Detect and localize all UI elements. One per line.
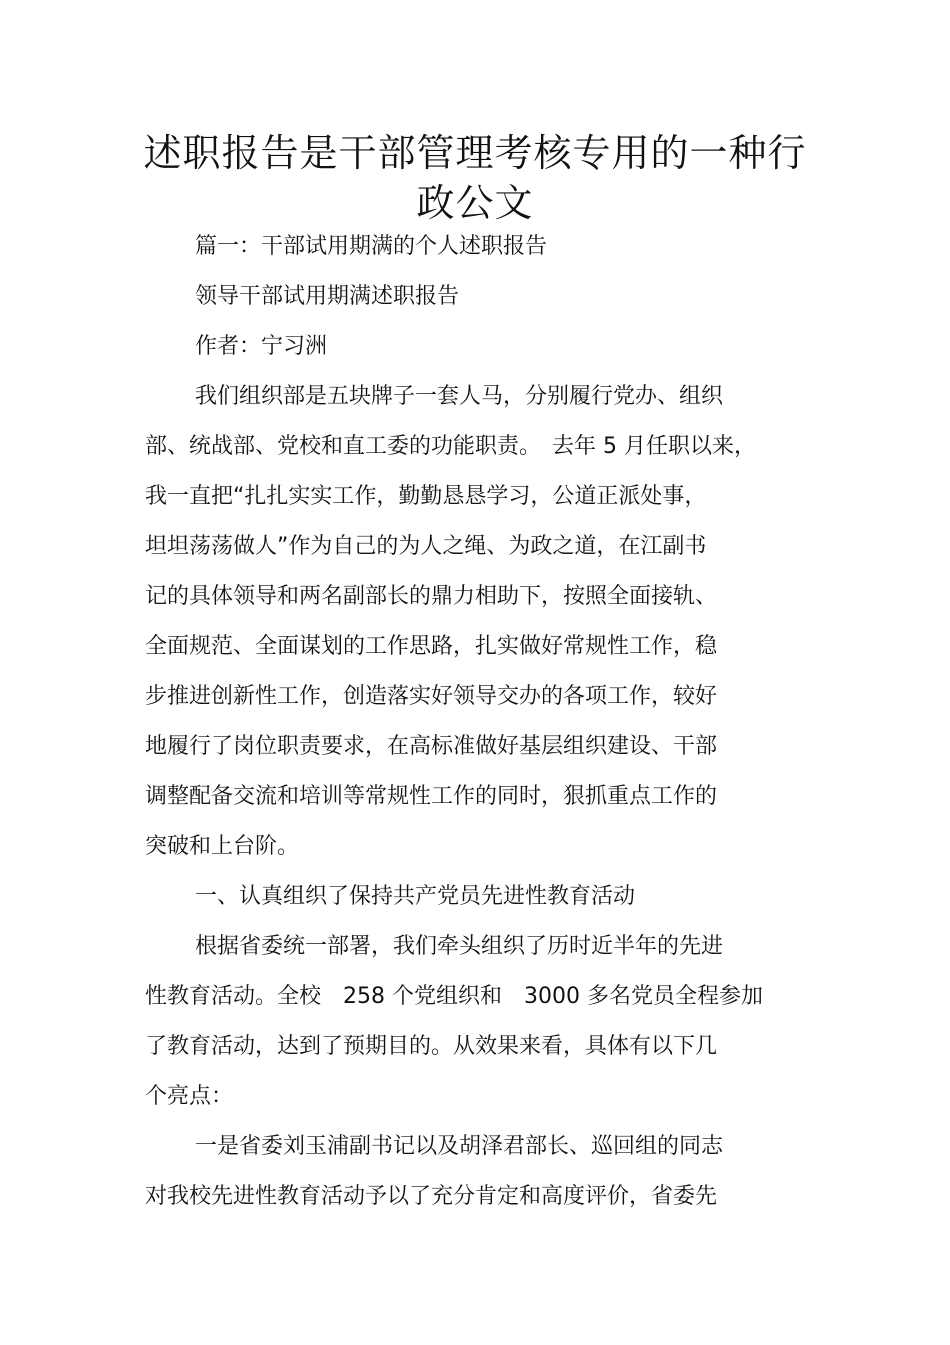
paragraph-1-line-6: 全面规范、全面谋划的工作思路，扎实做好常规性工作，稳 bbox=[145, 634, 718, 659]
paragraph-1-line-7: 步推进创新性工作，创造落实好领导交办的各项工作，较好 bbox=[145, 684, 718, 709]
paragraph-2-line-4: 个亮点： bbox=[145, 1084, 234, 1109]
paragraph-1-line-9: 调整配备交流和培训等常规性工作的同时，狠抓重点工作的 bbox=[145, 784, 718, 809]
author-line: 作者：宁习洲 bbox=[195, 334, 328, 359]
paragraph-1-line-3: 我一直把“扎扎实实工作，勤勤恳恳学习，公道正派处事， bbox=[145, 484, 707, 509]
paragraph-1-line-2: 部、统战部、党校和直工委的功能职责。 去年 5 月任职以来， bbox=[145, 434, 756, 459]
document-title-line-1: 述职报告是干部管理考核专用的一种行 bbox=[143, 131, 807, 175]
paragraph-1-line-4: 坦坦荡荡做人”作为自己的为人之绳、为政之道，在江副书 bbox=[145, 534, 707, 559]
report-subtitle: 领导干部试用期满述职报告 bbox=[195, 284, 460, 309]
paragraph-1-line-8: 地履行了岗位职责要求，在高标准做好基层组织建设、干部 bbox=[145, 734, 718, 759]
paragraph-1-line-10: 突破和上台阶。 bbox=[145, 834, 300, 859]
document-title-line-2: 政公文 bbox=[416, 181, 534, 225]
paragraph-1-line-5: 记的具体领导和两名副部长的鼎力相助下，按照全面接轨、 bbox=[145, 584, 718, 609]
section-1-heading: 一、认真组织了保持共产党员先进性教育活动 bbox=[195, 884, 636, 909]
section-heading: 篇一：干部试用期满的个人述职报告 bbox=[195, 234, 548, 259]
paragraph-2-line-2: 性教育活动。全校 258 个党组织和 3000 多名党员全程参加 bbox=[145, 984, 763, 1009]
paragraph-2-line-3: 了教育活动，达到了预期目的。从效果来看，具体有以下几 bbox=[145, 1034, 718, 1059]
paragraph-3-line-2: 对我校先进性教育活动予以了充分肯定和高度评价，省委先 bbox=[145, 1184, 718, 1209]
paragraph-1-line-1: 我们组织部是五块牌子一套人马，分别履行党办、组织 bbox=[195, 384, 724, 409]
paragraph-3-line-1: 一是省委刘玉浦副书记以及胡泽君部长、巡回组的同志 bbox=[195, 1134, 724, 1159]
paragraph-2-line-1: 根据省委统一部署，我们牵头组织了历时近半年的先进 bbox=[195, 934, 724, 959]
